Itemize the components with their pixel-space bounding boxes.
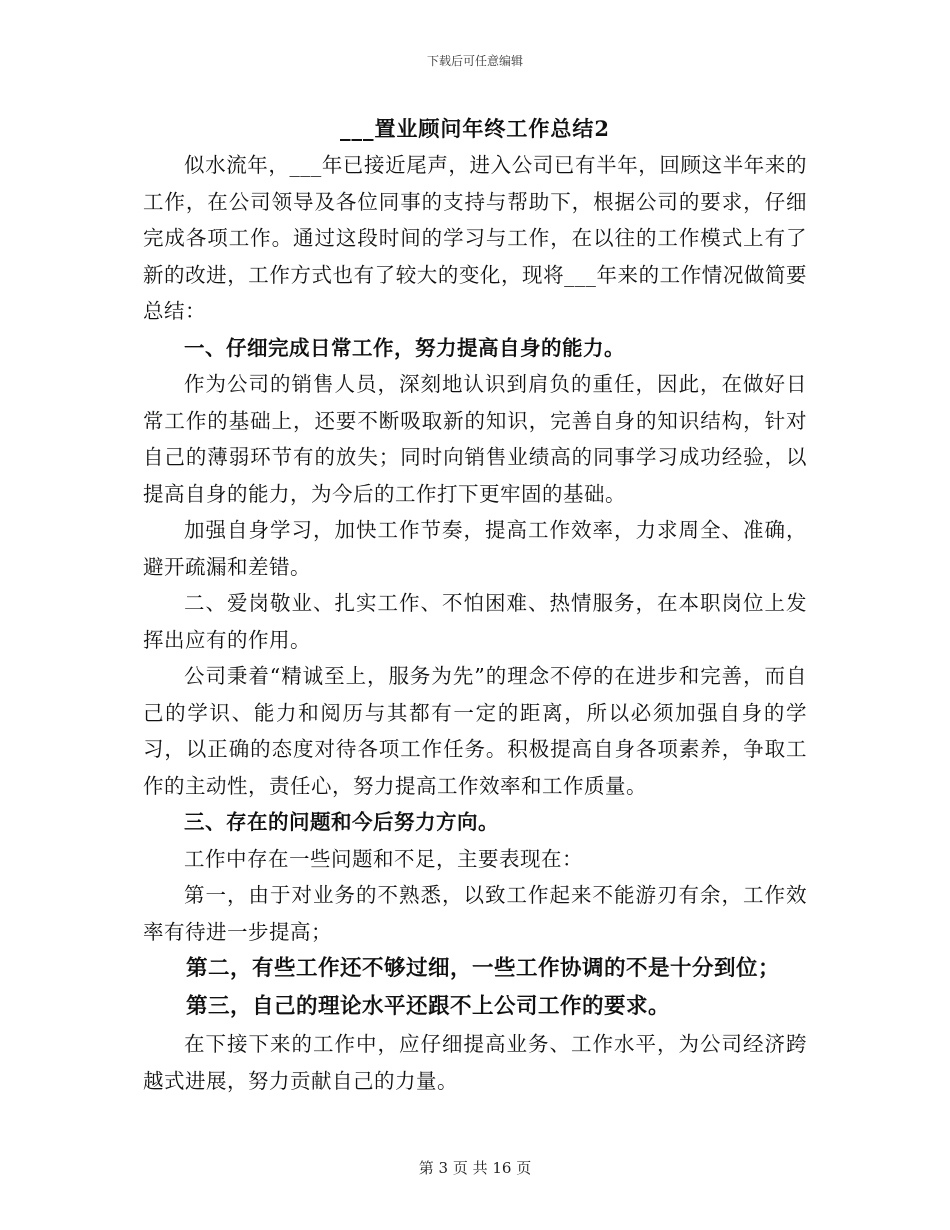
paragraph: 第一，由于对业务的不熟悉，以致工作起来不能游刃有余，工作效率有待进一步提高； — [143, 883, 807, 944]
section-heading-2: 二、爱岗敬业、扎实工作、不怕困难、热情服务，在本职岗位上发挥出应有的作用。 — [143, 591, 807, 652]
paragraph-intro: 似水流年，___年已接近尾声，进入公司已有半年，回顾这半年来的工作，在公司领导及各位同事的支持与帮助下，根据公司的要求，仔细完成各项工作。通过这段时间的学习与工作，在以往的工作模式上有了新的改进，工作方式也有了较大的变化，现将___年来的工作情况做简要总结： — [143, 153, 807, 323]
paragraph: 作为公司的销售人员，深刻地认识到肩负的重任，因此，在做好日常工作的基础上，还要不断吸取新的知识，完善自身的知识结构，针对自己的薄弱环节有的放失；同时向销售业绩高的同事学习成功经验，以提高自身的能力，为今后的工作打下更牢固的基础。 — [143, 372, 807, 506]
paragraph: 加强自身学习，加快工作节奏，提高工作效率，力求周全、准确，避开疏漏和差错。 — [143, 518, 807, 579]
page-number: 第 3 页 共 16 页 — [418, 1159, 532, 1177]
paragraph: 工作中存在一些问题和不足，主要表现在： — [184, 846, 583, 871]
paragraph: 公司秉着“精诚至上，服务为先”的理念不停的在进步和完善，而自己的学识、能力和阅历与其都有一定的距离，所以必须加强自身的学习，以正确的态度对待各项工作任务。积极提高自身各项素养，争取工作的主动性，责任心，努力提高工作效率和工作质量。 — [143, 664, 807, 798]
paragraph-closing: 在下接下来的工作中，应仔细提高业务、工作水平，为公司经济跨越式进展，努力贡献自己的力量。 — [143, 1032, 807, 1093]
header-note: 下载后可任意编辑 — [426, 54, 523, 68]
paragraph-bold: 第二，有些工作还不够过细，一些工作协调的不是十分到位； — [186, 956, 781, 981]
section-heading-1: 一、仔细完成日常工作，努力提高自身的能力。 — [184, 335, 625, 360]
paragraph-bold: 第三，自己的理论水平还跟不上公司工作的要求。 — [186, 994, 671, 1019]
document-title: ___置业顾问年终工作总结2 — [339, 116, 611, 141]
section-heading-3: 三、存在的问题和今后努力方向。 — [184, 810, 499, 834]
document-body — [143, 147, 807, 1099]
